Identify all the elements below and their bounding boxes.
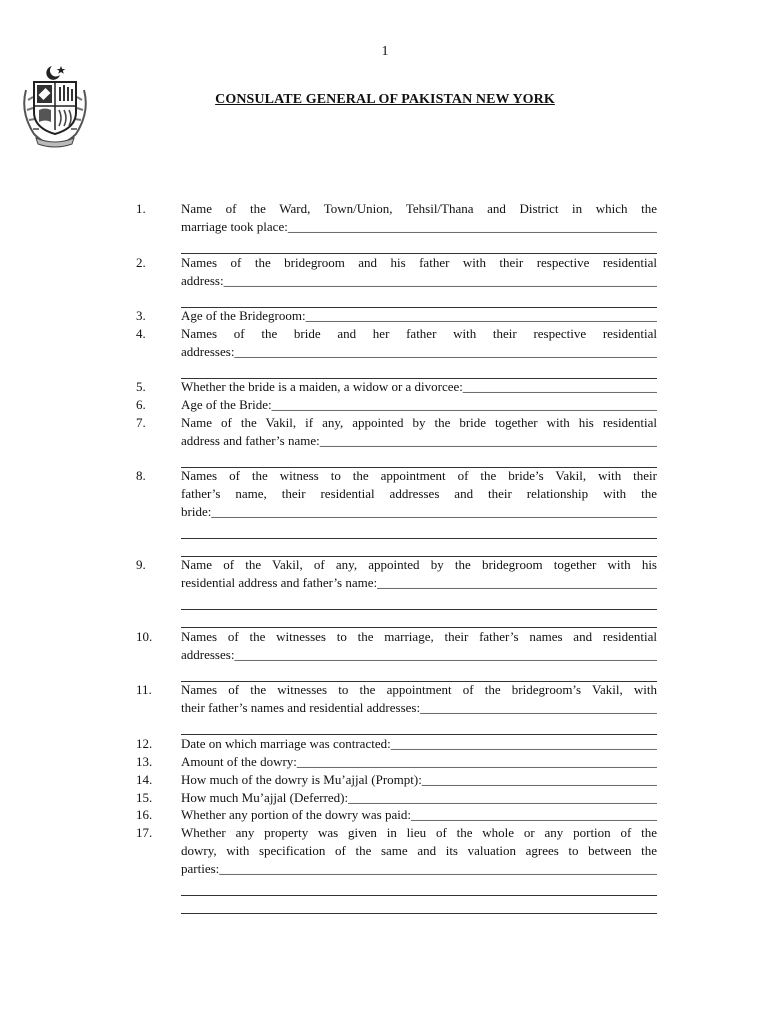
item-text: Names of the bridegroom and his father with their respective residential xyxy=(181,255,657,270)
item-text: Names of the bride and her father with their respective residential xyxy=(181,326,657,341)
item-number: 14. xyxy=(136,772,153,787)
item-number: 5. xyxy=(136,379,146,394)
item-text: bride: _____ xyxy=(181,503,657,521)
item-text: father’s name, their residential addresses and their relationship with the xyxy=(181,486,657,501)
item-text: Name of the Vakil, if any, appointed by the bride together with his residential xyxy=(181,415,657,430)
item-number: 12. xyxy=(136,736,153,751)
item-text: Whether any property was given in lieu of the whole or any portion of the xyxy=(181,825,657,840)
item-number: 2. xyxy=(136,255,146,270)
item-number: 6. xyxy=(136,397,146,412)
item-text: marriage took place: _____ xyxy=(181,218,657,236)
item-text: address and father’s name: _____ xyxy=(181,432,657,450)
item-text: addresses: _____ xyxy=(181,343,657,361)
item-text: addresses: _____ xyxy=(181,646,657,664)
item-number: 13. xyxy=(136,754,153,769)
item-text: address: _____ xyxy=(181,272,657,290)
answer-line[interactable] xyxy=(181,878,657,896)
answer-line[interactable] xyxy=(181,717,657,735)
answer-line[interactable] xyxy=(181,896,657,914)
item-text: Names of the witnesses to the appointment of the bridegroom’s Vakil, with xyxy=(181,682,657,697)
item-text: Names of the witness to the appointment of the bride’s Vakil, with their xyxy=(181,468,657,483)
item-text: Whether any portion of the dowry was paid: _____ xyxy=(181,806,657,824)
answer-line[interactable] xyxy=(181,450,657,468)
item-number: 16. xyxy=(136,807,153,822)
item-text: How much Mu’ajjal (Deferred): _____ xyxy=(181,789,657,807)
item-number: 3. xyxy=(136,308,146,323)
answer-line[interactable] xyxy=(181,539,657,557)
item-text: their father’s names and residential addresses: _____ xyxy=(181,699,657,717)
item-text: Name of the Vakil, of any, appointed by the bridegroom together with his xyxy=(181,557,657,572)
item-number: 11. xyxy=(136,682,152,697)
item-text: Whether the bride is a maiden, a widow or a divorcee: _____ xyxy=(181,378,657,396)
item-number: 9. xyxy=(136,557,146,572)
document-title: CONSULATE GENERAL OF PAKISTAN NEW YORK xyxy=(215,92,555,107)
item-number: 8. xyxy=(136,468,146,483)
item-text: Name of the Ward, Town/Union, Tehsil/Thana and District in which the xyxy=(181,201,657,216)
item-text: Names of the witnesses to the marriage, their father’s names and residential xyxy=(181,629,657,644)
item-number: 1. xyxy=(136,201,146,216)
item-number: 17. xyxy=(136,825,153,840)
item-text: parties: _____ xyxy=(181,860,657,878)
item-text: How much of the dowry is Mu’ajjal (Prompt): _____ xyxy=(181,771,657,789)
answer-line[interactable] xyxy=(181,664,657,682)
item-text: Age of the Bridegroom: _____ xyxy=(181,307,657,325)
page-number: 1 xyxy=(381,44,389,59)
answer-line[interactable] xyxy=(181,290,657,308)
item-number: 4. xyxy=(136,326,146,341)
item-number: 15. xyxy=(136,790,153,805)
answer-line[interactable] xyxy=(181,361,657,379)
item-text: Age of the Bride: _____ xyxy=(181,396,657,414)
item-text: Amount of the dowry: _____ xyxy=(181,753,657,771)
item-number: 10. xyxy=(136,629,153,644)
answer-line[interactable] xyxy=(181,610,657,628)
answer-line[interactable] xyxy=(181,521,657,539)
answer-line[interactable] xyxy=(181,236,657,254)
item-text: Date on which marriage was contracted: _____ xyxy=(181,735,657,753)
item-text: dowry, with specification of the same and its valuation agrees to between the xyxy=(181,843,657,858)
answer-line[interactable] xyxy=(181,592,657,610)
item-text: residential address and father’s name: _____ xyxy=(181,574,657,592)
item-number: 7. xyxy=(136,415,146,430)
